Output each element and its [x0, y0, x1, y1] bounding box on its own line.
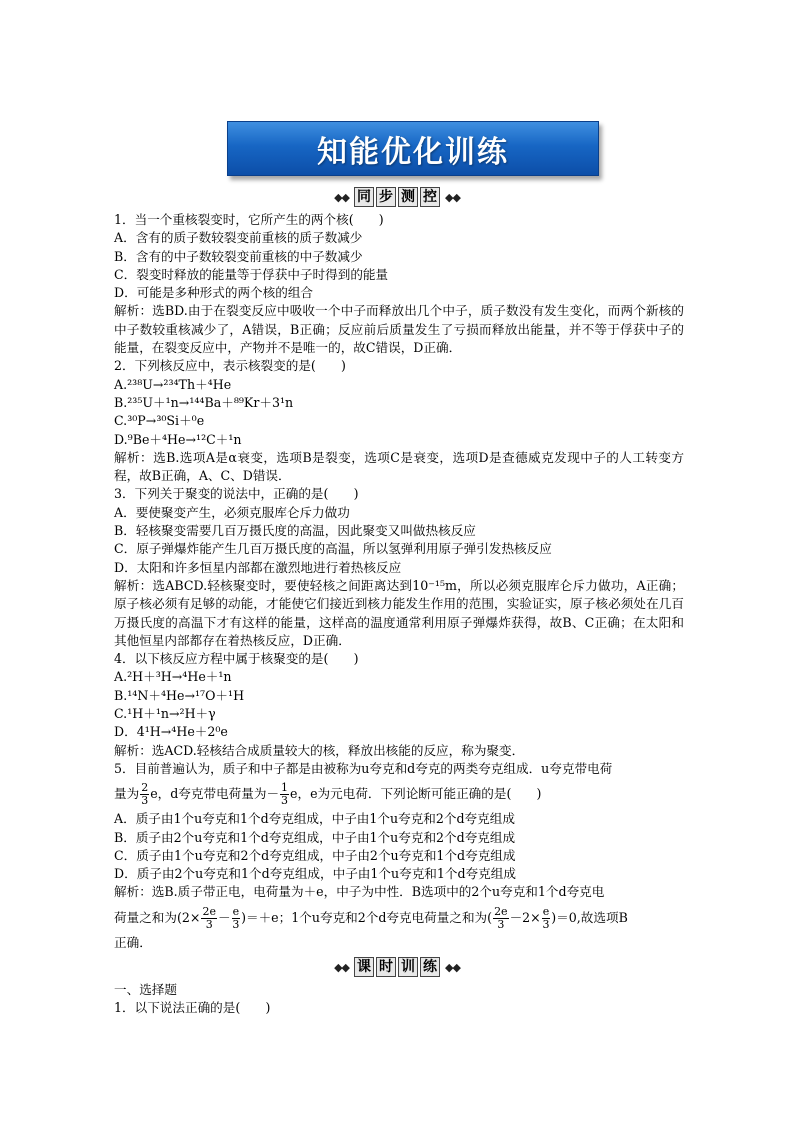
fraction	[140, 782, 149, 807]
option-c: C．质子由1个u夸克和2个d夸克组成，中子由2个u夸克和1个d夸克组成	[114, 847, 516, 863]
fraction-numerator: e	[542, 904, 550, 918]
option-c: C.³⁰P→³⁰Si＋⁰e	[114, 413, 205, 429]
text-fragment: 量为	[114, 786, 140, 802]
question-stem: 3．下列关于聚变的说法中，正确的是( )	[114, 486, 359, 502]
title-banner	[227, 121, 599, 176]
text-fragment: －2×	[509, 909, 541, 925]
option-b: B．含有的中子数较裂变前重核的中子数减少	[114, 248, 363, 264]
section-char: 课	[354, 957, 374, 977]
option-a: A.²³⁸U→²³⁴Th＋⁴He	[114, 376, 232, 392]
text-fragment: )＝＋e；1个u夸克和2个d夸克电荷量之和为(	[241, 909, 493, 925]
fraction	[201, 906, 217, 931]
analysis-line2	[114, 902, 684, 934]
diamond-decoration-icon: ◆◆	[445, 960, 460, 974]
option-b: B．质子由2个u夸克和1个d夸克组成，中子由1个u夸克和2个d夸克组成	[114, 829, 516, 845]
diamond-decoration-icon: ◆◆	[445, 190, 460, 204]
section-char: 控	[420, 187, 440, 207]
section1-content	[114, 211, 684, 952]
option-d: D．太阳和许多恒星内部都在激烈地进行着热核反应	[114, 559, 402, 575]
question-stem: 1．当一个重核裂变时，它所产生的两个核( )	[114, 212, 384, 227]
text-fragment: e，d夸克带电荷量为－	[150, 786, 280, 802]
question-stem: 2．下列核反应中，表示核裂变的是( )	[114, 358, 346, 374]
fraction-numerator: 2e	[202, 904, 216, 918]
fraction-numerator: e	[232, 904, 240, 918]
option-c: C．裂变时释放的能量等于俘获中子时得到的能量	[114, 266, 389, 282]
fraction-denominator: 3	[232, 917, 240, 931]
banner-title: 知能优化训练	[317, 134, 509, 170]
question-stem-line2	[114, 778, 684, 810]
fraction	[542, 906, 551, 931]
option-b: B．轻核聚变需要几百万摄氏度的高温，因此聚变又叫做热核反应	[114, 523, 476, 539]
analysis: 解析：选B.选项A是α衰变，选项B是裂变，选项C是衰变，选项D是查德威克发现中子的人工转变方程，故B正确，A、C、D错误．	[114, 449, 684, 484]
section-header-class-training	[0, 956, 794, 978]
fraction-denominator: 3	[542, 917, 550, 931]
option-b: B.²³⁵U＋¹n→¹⁴⁴Ba＋⁸⁹Kr＋3¹n	[114, 394, 294, 410]
fraction-numerator: 2	[141, 781, 149, 795]
text-fragment: )＝0,故选项B	[551, 909, 628, 925]
option-a: A.²H＋³H→⁴He＋¹n	[114, 669, 232, 685]
question-stem: 4．以下核反应方程中属于核聚变的是( )	[114, 651, 359, 667]
analysis: 解析：选BD.由于在裂变反应中吸收一个中子而释放出几个中子，质子数没有发生变化，而两个新核的中子数较重核减少了，A错误，B正确；反应前后质量发生了亏损而释放出能量，并不等于俘获中子的能量，在裂变反应中，产物并不是唯一的，故C错误，D正确．	[114, 303, 684, 356]
section-char: 时	[376, 957, 396, 977]
option-d: D．质子由2个u夸克和1个d夸克组成，中子由1个u夸克和1个d夸克组成	[114, 866, 516, 882]
option-d: D．4¹H→⁴He＋2⁰e	[114, 724, 228, 740]
section-char: 测	[398, 187, 418, 207]
option-a: A．含有的质子数较裂变前重核的质子数减少	[114, 230, 363, 246]
option-d: D.⁹Be＋⁴He→¹²C＋¹n	[114, 431, 242, 447]
section-header-sync-test	[0, 186, 794, 208]
analysis: 解析：选ABCD.轻核聚变时，要使轻核之间距离达到10⁻¹⁵m，所以必须克服库仑斥力做功，A正确；原子核必须有足够的动能，才能使它们接近到核力能发生作用的范围，实验证实，原子核必须处在几百万摄氏度的高温下才有这样的能量，这样高的温度通常利用原子弹爆炸获得，故B、C正确；在太阳和其他恒星内部都存在着热核反应，D正确．	[114, 577, 684, 648]
option-c: C.¹H＋¹n→²H＋γ	[114, 706, 216, 722]
section2-content	[114, 981, 684, 1018]
section-char: 练	[420, 957, 440, 977]
text-fragment: －	[217, 909, 231, 925]
fraction-numerator: 1	[281, 781, 289, 795]
analysis-line3: 正确．	[114, 934, 152, 950]
fraction-denominator: 3	[205, 917, 213, 931]
diamond-decoration-icon: ◆◆	[334, 960, 349, 974]
fraction-denominator: 3	[497, 917, 505, 931]
option-d: D．可能是多种形式的两个核的组合	[114, 285, 314, 301]
diamond-decoration-icon: ◆◆	[334, 190, 349, 204]
option-c: C．原子弹爆炸能产生几百万摄氏度的高温，所以氢弹利用原子弹引发热核反应	[114, 541, 552, 557]
fraction-numerator: 2e	[494, 904, 508, 918]
fraction-denominator: 3	[281, 794, 289, 808]
fraction	[232, 906, 241, 931]
section-char: 步	[376, 187, 396, 207]
text-fragment: 荷量之和为(2×	[114, 909, 201, 925]
option-a: A．质子由1个u夸克和1个d夸克组成，中子由1个u夸克和2个d夸克组成	[114, 811, 515, 827]
fraction	[280, 782, 289, 807]
question-stem: 5．目前普遍认为，质子和中子都是由被称为u夸克和d夸克的两类夸克组成．u夸克带电荷	[114, 760, 613, 776]
question-stem: 1．以下说法正确的是( )	[114, 1000, 271, 1016]
option-a: A．要使聚变产生，必须克服库仑斥力做功	[114, 504, 350, 520]
fraction-denominator: 3	[141, 794, 149, 808]
fraction	[493, 906, 509, 931]
analysis: 解析：选ACD.轻核结合成质量较大的核，释放出核能的反应，称为聚变．	[114, 742, 525, 758]
section-char: 同	[354, 187, 374, 207]
section-char: 训	[398, 957, 418, 977]
option-b: B.¹⁴N＋⁴He→¹⁷O＋¹H	[114, 687, 245, 703]
analysis: 解析：选B.质子带正电，电荷量为＋e，中子为中性．B选项中的2个u夸克和1个d夸克电	[114, 884, 605, 900]
part-heading: 一、选择题	[114, 982, 177, 997]
text-fragment: e，e为元电荷．下列论断可能正确的是( )	[290, 786, 542, 802]
